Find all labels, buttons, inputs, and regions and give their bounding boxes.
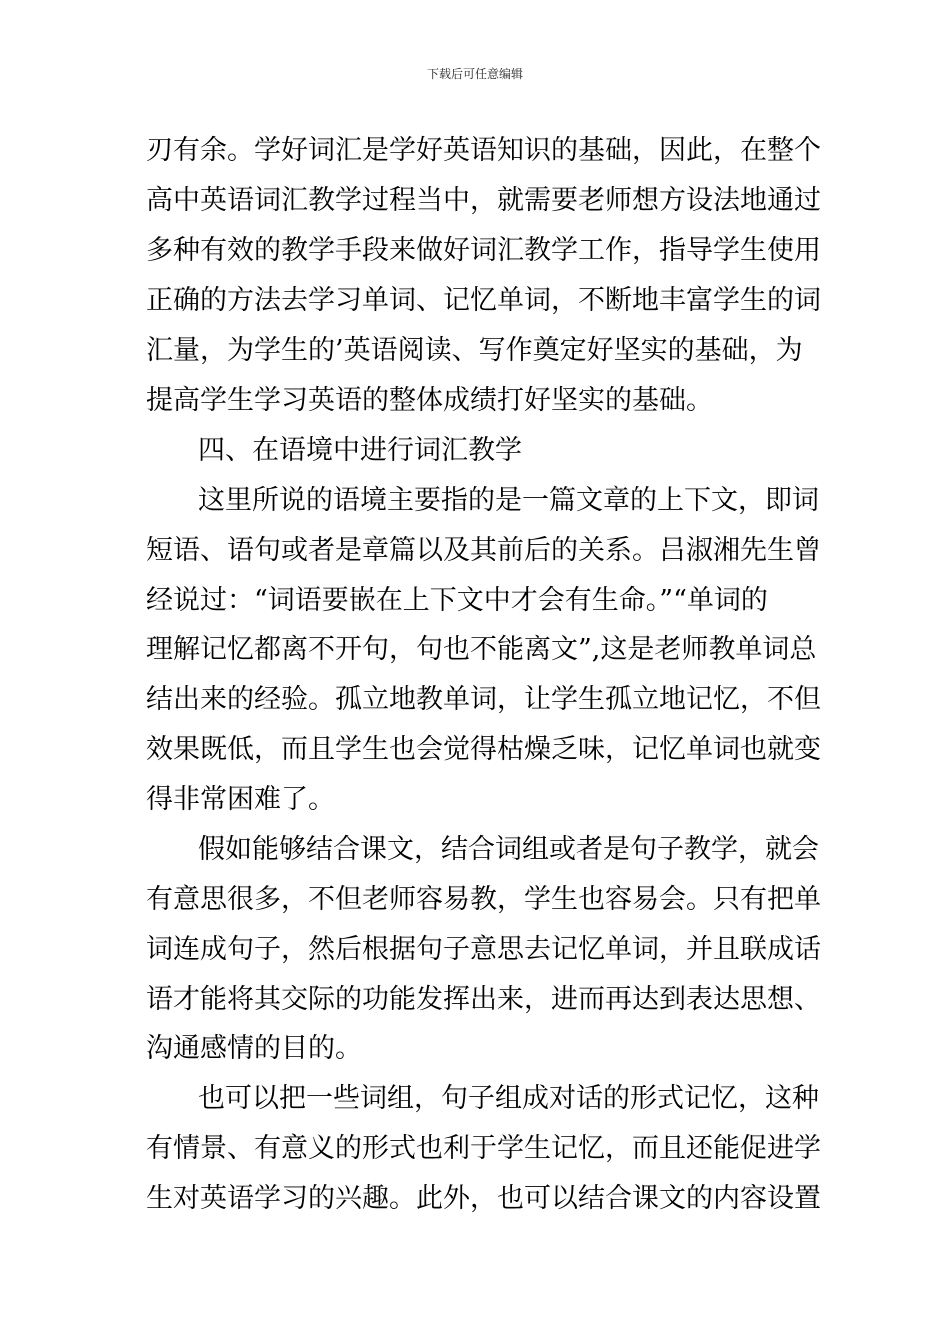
body-line: 沟通感情的目的。 [146, 1033, 362, 1064]
body-line: 有情景、有意义的形式也利于学生记忆，而且还能促进学 [146, 1133, 821, 1164]
body-line: 假如能够结合课文，结合词组或者是句子教学，就会 [198, 834, 819, 865]
body-line: 结出来的经验。孤立地教单词，让学生孤立地记忆，不但 [146, 684, 821, 715]
body-line: 得非常困难了。 [146, 784, 335, 815]
body-line: 高中英语词汇教学过程当中，就需要老师想方设法地通过 [146, 185, 821, 216]
body-line: 生对英语学习的兴趣。此外，也可以结合课文的内容设置 [146, 1183, 821, 1214]
body-line: 词连成句子，然后根据句子意思去记忆单词，并且联成话 [146, 934, 821, 965]
body-line: 这里所说的语境主要指的是一篇文章的上下文，即词 [198, 485, 819, 516]
body-line: 正确的方法去学习单词、记忆单词，不断地丰富学生的词 [146, 285, 821, 316]
body-line: 刃有余。学好词汇是学好英语知识的基础，因此，在整个 [146, 135, 821, 166]
body-line: 效果既低，而且学生也会觉得枯燥乏味，记忆单词也就变 [146, 734, 821, 765]
body-line: 有意思很多，不但老师容易教，学生也容易会。只有把单 [146, 884, 821, 915]
section-heading: 四、在语境中进行词汇教学 [198, 435, 522, 466]
body-line: 理解记忆都离不开句，句也不能离文”,这是老师教单词总 [146, 634, 817, 665]
body-line: 语才能将其交际的功能发挥出来，进而再达到表达思想、 [146, 984, 821, 1015]
body-line: 提高学生学习英语的整体成绩打好坚实的基础。 [146, 385, 713, 416]
page-header: 下载后可任意编辑 [426, 67, 523, 81]
body-line: 多种有效的教学手段来做好词汇教学工作，指导学生使用 [146, 235, 821, 266]
body-line: 短语、语句或者是章篇以及其前后的关系。吕淑湘先生曾 [146, 535, 821, 566]
body-line: 汇量，为学生的’英语阅读、写作奠定好坚实的基础，为 [146, 335, 803, 366]
body-line: 也可以把一些词组，句子组成对话的形式记忆，这种 [198, 1083, 819, 1114]
body-line: 经说过：“词语要嵌在上下文中才会有生命。”“单词的 [146, 585, 768, 616]
